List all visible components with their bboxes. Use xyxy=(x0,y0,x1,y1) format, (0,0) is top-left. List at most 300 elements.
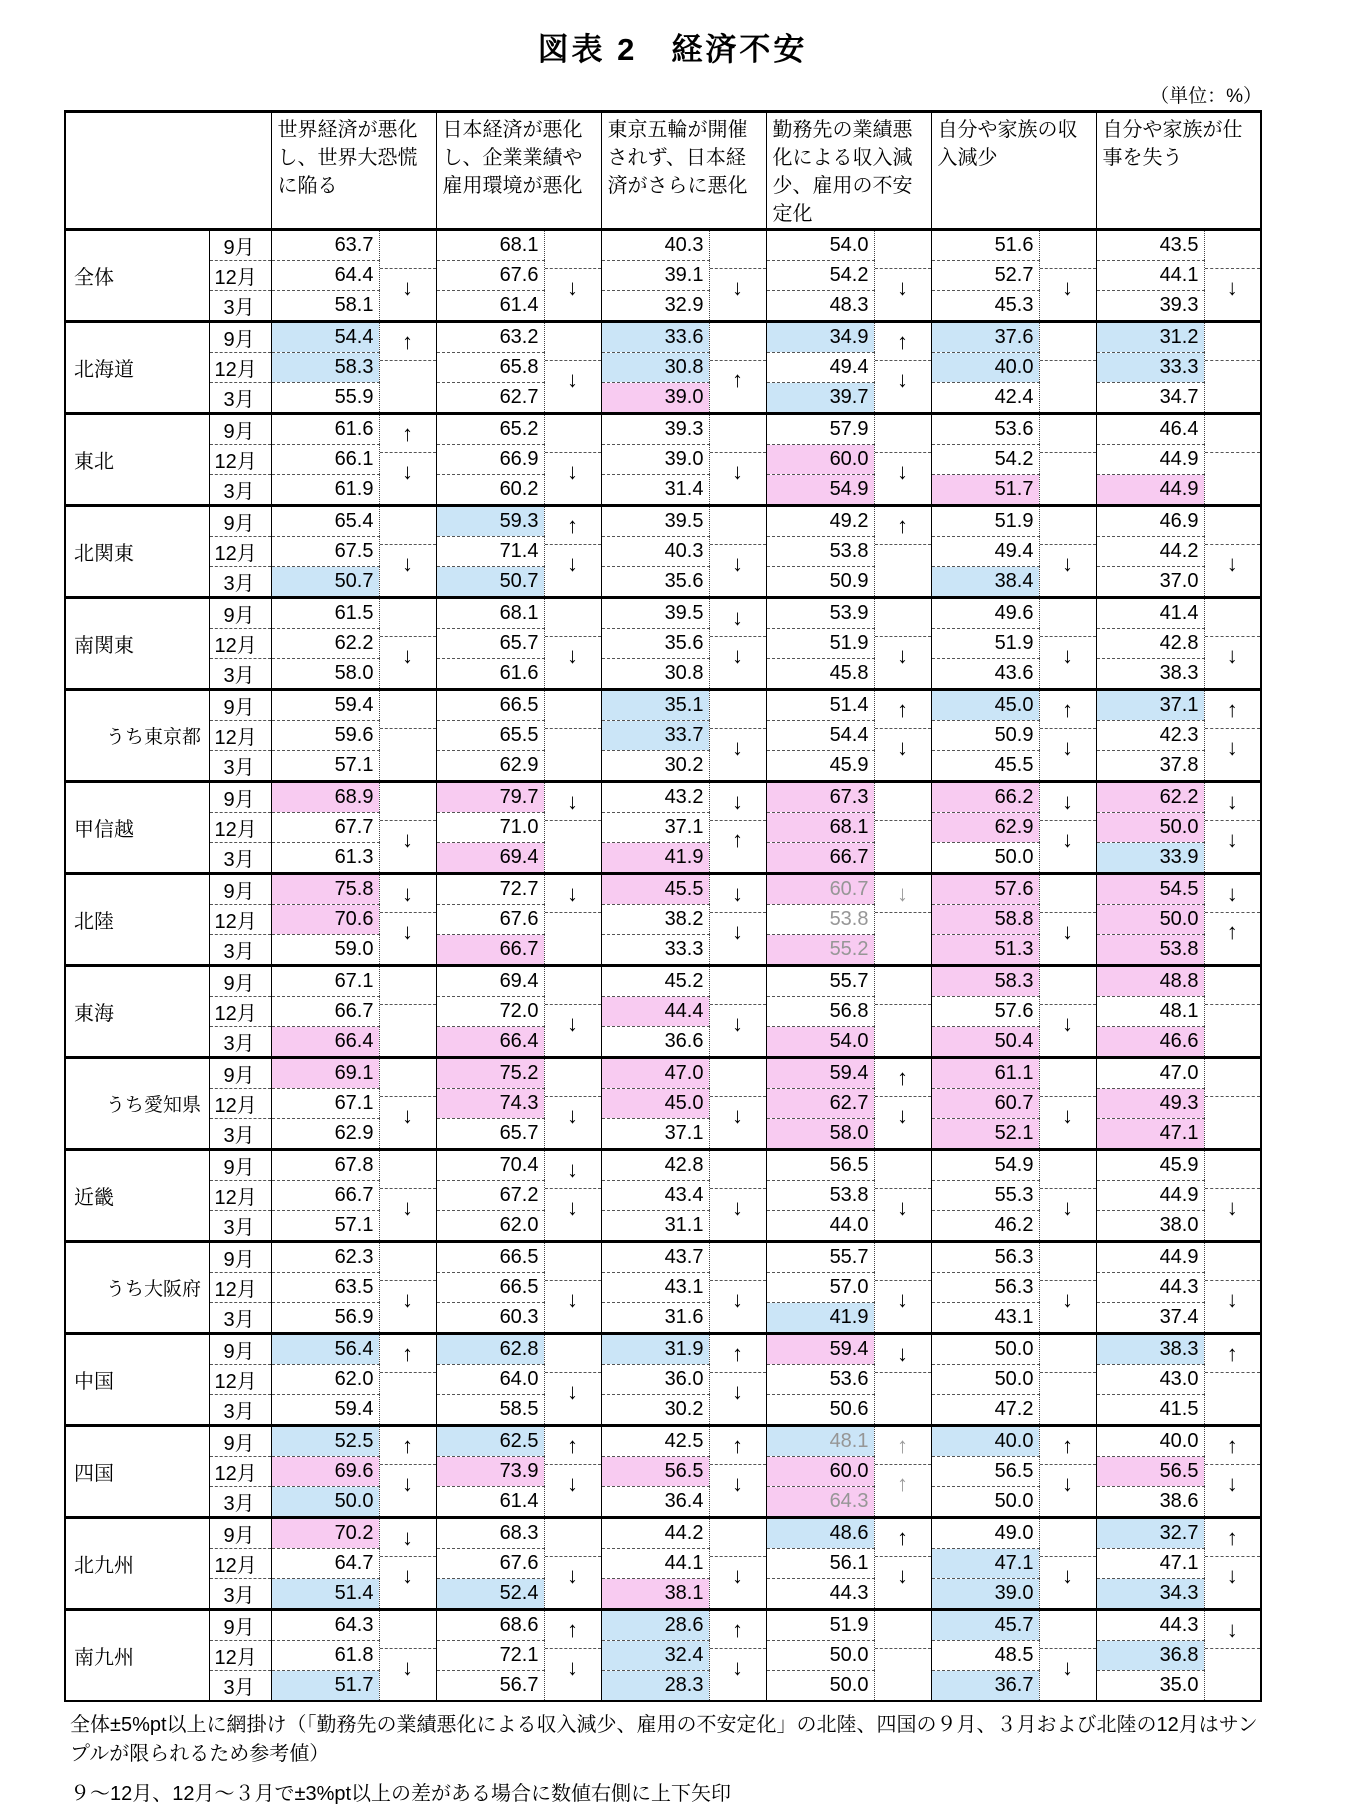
value-cell: 49.0 xyxy=(931,1518,1039,1549)
arrow-up-icon: ↑ xyxy=(1205,1335,1261,1373)
arrow-up-icon: ↑ xyxy=(1205,1519,1261,1557)
arrow-down-icon: ↓ xyxy=(380,875,436,913)
arrow-cell xyxy=(544,230,601,322)
arrow-cell xyxy=(709,1150,766,1242)
month-label: 12月 xyxy=(209,1089,271,1119)
arrow-slot-empty xyxy=(1205,1243,1261,1281)
month-label: 9月 xyxy=(209,230,271,261)
value-cell: 42.3 xyxy=(1096,721,1204,751)
table-row xyxy=(65,230,1261,261)
value-cell: 42.8 xyxy=(1096,629,1204,659)
table-row xyxy=(65,1242,1261,1273)
value-cell: 62.9 xyxy=(436,751,544,782)
arrow-cell xyxy=(1204,1150,1261,1242)
arrow-down-icon: ↓ xyxy=(732,459,743,484)
arrow-down-icon: ↓ xyxy=(1226,735,1238,760)
value-cell: 56.4 xyxy=(271,1334,379,1365)
region-label: 南関東 xyxy=(65,598,209,690)
arrow-cell xyxy=(1039,782,1096,874)
value-cell: 44.9 xyxy=(1096,1242,1204,1273)
value-cell: 40.3 xyxy=(601,230,709,261)
region-label: うち大阪府 xyxy=(65,1242,209,1334)
arrow-down-icon: ↓ xyxy=(897,643,908,668)
arrow-down-icon: ↓ xyxy=(545,875,601,913)
arrow-up-icon: ↑ xyxy=(875,323,931,361)
arrow-slot-empty xyxy=(875,821,931,859)
month-label: 3月 xyxy=(209,291,271,322)
arrow-down-icon: ↓ xyxy=(1205,783,1261,821)
month-label: 3月 xyxy=(209,659,271,690)
note-arrows: ９～12月、12月～３月で±3%pt以上の差がある場合に数値右側に上下矢印 xyxy=(70,1783,732,1805)
arrow-cell xyxy=(874,1058,931,1150)
arrow-down-icon: ↓ xyxy=(897,1195,908,1220)
arrow-down-icon: ↓ xyxy=(567,275,578,300)
arrow-down-icon: ↓ xyxy=(1226,1195,1238,1220)
value-cell: 44.9 xyxy=(1096,1181,1204,1211)
arrow-slot-empty xyxy=(1205,1151,1261,1189)
table-row xyxy=(65,966,1261,997)
arrow-cell xyxy=(709,230,766,322)
arrow-slot-empty xyxy=(875,545,931,583)
arrow-slot-empty xyxy=(1040,599,1096,637)
arrow-slot-empty xyxy=(1205,1373,1261,1411)
arrow-slot-empty xyxy=(545,691,601,729)
value-cell: 44.2 xyxy=(1096,537,1204,567)
value-cell: 67.2 xyxy=(436,1181,544,1211)
arrow-slot-empty xyxy=(545,231,601,269)
arrow-down-icon: ↓ xyxy=(567,1379,578,1404)
value-cell: 45.9 xyxy=(1096,1150,1204,1181)
arrow-cell xyxy=(379,1426,436,1518)
value-cell: 59.4 xyxy=(766,1334,874,1365)
value-cell: 39.0 xyxy=(601,445,709,475)
value-cell: 53.8 xyxy=(766,905,874,935)
arrow-up-icon: ↑ xyxy=(897,1471,908,1496)
region-label: 北海道 xyxy=(65,322,209,414)
value-cell: 50.0 xyxy=(931,1487,1039,1518)
value-cell: 40.0 xyxy=(931,353,1039,383)
value-cell: 59.0 xyxy=(271,935,379,966)
value-cell: 66.2 xyxy=(931,782,1039,813)
value-cell: 46.6 xyxy=(1096,1027,1204,1058)
month-label: 3月 xyxy=(209,1211,271,1242)
arrow-cell xyxy=(379,414,436,506)
value-cell: 54.0 xyxy=(766,230,874,261)
arrow-slot-empty xyxy=(380,783,436,821)
value-cell: 51.7 xyxy=(271,1671,379,1702)
arrow-slot-empty xyxy=(710,1519,766,1557)
arrow-slot-empty xyxy=(710,1151,766,1189)
value-cell: 43.7 xyxy=(601,1242,709,1273)
value-cell: 43.5 xyxy=(1096,230,1204,261)
arrow-slot-empty xyxy=(380,691,436,729)
value-cell: 37.1 xyxy=(1096,690,1204,721)
value-cell: 31.6 xyxy=(601,1303,709,1334)
value-cell: 69.4 xyxy=(436,966,544,997)
table-body xyxy=(65,230,1261,1702)
value-cell: 31.2 xyxy=(1096,322,1204,353)
arrow-slot-empty xyxy=(1205,1059,1261,1097)
column-header-employer-performance: 勤務先の業績悪化による収入減少、雇用の不安定化 xyxy=(766,112,931,230)
value-cell: 55.7 xyxy=(766,1242,874,1273)
value-cell: 41.4 xyxy=(1096,598,1204,629)
arrow-cell xyxy=(544,690,601,782)
value-cell: 70.4 xyxy=(436,1150,544,1181)
arrow-cell xyxy=(379,966,436,1058)
region-label: 東海 xyxy=(65,966,209,1058)
arrow-down-icon: ↓ xyxy=(402,551,413,576)
value-cell: 50.0 xyxy=(766,1641,874,1671)
value-cell: 62.7 xyxy=(436,383,544,414)
arrow-down-icon: ↓ xyxy=(875,1335,931,1373)
value-cell: 53.8 xyxy=(766,1181,874,1211)
arrow-cell xyxy=(1204,690,1261,782)
month-label: 3月 xyxy=(209,383,271,414)
arrow-up-icon: ↑ xyxy=(380,415,436,453)
arrow-cell xyxy=(544,598,601,690)
arrow-cell xyxy=(709,322,766,414)
arrow-cell xyxy=(379,1242,436,1334)
arrow-down-icon: ↓ xyxy=(1226,643,1238,668)
value-cell: 75.8 xyxy=(271,874,379,905)
value-cell: 37.6 xyxy=(931,322,1039,353)
page-title: 図表 2 経済不安 xyxy=(537,32,808,67)
unit-label: （単位：%） xyxy=(1150,86,1262,107)
arrow-slot-empty xyxy=(380,507,436,545)
arrow-cell xyxy=(1204,1426,1261,1518)
arrow-cell xyxy=(874,506,931,598)
region-label: うち愛知県 xyxy=(65,1058,209,1150)
arrow-down-icon: ↓ xyxy=(567,1011,578,1036)
month-label: 9月 xyxy=(209,1610,271,1641)
value-cell: 57.6 xyxy=(931,874,1039,905)
arrow-cell xyxy=(709,966,766,1058)
arrow-slot-empty xyxy=(1205,1005,1261,1043)
arrow-cell xyxy=(874,230,931,322)
value-cell: 58.5 xyxy=(436,1395,544,1426)
value-cell: 64.7 xyxy=(271,1549,379,1579)
value-cell: 66.9 xyxy=(436,445,544,475)
arrow-cell xyxy=(709,690,766,782)
arrow-slot-empty xyxy=(1040,1151,1096,1189)
value-cell: 68.1 xyxy=(436,598,544,629)
arrow-down-icon: ↓ xyxy=(567,1655,578,1680)
value-cell: 61.3 xyxy=(271,843,379,874)
arrow-slot-empty xyxy=(875,599,931,637)
value-cell: 47.1 xyxy=(1096,1119,1204,1150)
arrow-slot-empty xyxy=(545,1519,601,1557)
value-cell: 62.9 xyxy=(931,813,1039,843)
value-cell: 63.2 xyxy=(436,322,544,353)
month-label: 3月 xyxy=(209,935,271,966)
arrow-slot-empty xyxy=(545,729,601,767)
value-cell: 31.1 xyxy=(601,1211,709,1242)
value-cell: 36.6 xyxy=(601,1027,709,1058)
value-cell: 35.0 xyxy=(1096,1671,1204,1702)
arrow-cell xyxy=(1039,1610,1096,1702)
arrow-cell xyxy=(544,782,601,874)
value-cell: 59.4 xyxy=(766,1058,874,1089)
value-cell: 48.8 xyxy=(1096,966,1204,997)
arrow-cell xyxy=(709,1058,766,1150)
arrow-up-icon: ↑ xyxy=(710,1611,766,1649)
table-header xyxy=(65,112,1261,230)
arrow-down-icon: ↓ xyxy=(732,1563,743,1588)
value-cell: 68.3 xyxy=(436,1518,544,1549)
arrow-slot-empty xyxy=(710,507,766,545)
arrow-up-icon: ↑ xyxy=(545,1427,601,1465)
arrow-up-icon: ↑ xyxy=(1040,691,1096,729)
value-cell: 61.8 xyxy=(271,1641,379,1671)
arrow-cell xyxy=(709,1610,766,1702)
arrow-down-icon: ↓ xyxy=(1040,783,1096,821)
value-cell: 49.6 xyxy=(931,598,1039,629)
region-label: 近畿 xyxy=(65,1150,209,1242)
value-cell: 61.1 xyxy=(931,1058,1039,1089)
arrow-cell xyxy=(1039,506,1096,598)
table-row xyxy=(65,506,1261,537)
month-label: 9月 xyxy=(209,1518,271,1549)
value-cell: 59.6 xyxy=(271,721,379,751)
value-cell: 44.9 xyxy=(1096,445,1204,475)
table-row xyxy=(65,598,1261,629)
value-cell: 66.1 xyxy=(271,445,379,475)
value-cell: 45.8 xyxy=(766,659,874,690)
arrow-slot-empty xyxy=(875,913,931,951)
month-label: 9月 xyxy=(209,1058,271,1089)
table-row xyxy=(65,414,1261,445)
value-cell: 61.4 xyxy=(436,1487,544,1518)
region-label: 中国 xyxy=(65,1334,209,1426)
arrow-slot-empty xyxy=(875,1243,931,1281)
arrow-cell xyxy=(874,1150,931,1242)
table-row xyxy=(65,1426,1261,1457)
value-cell: 33.3 xyxy=(601,935,709,966)
arrow-up-icon: ↑ xyxy=(1205,691,1261,729)
value-cell: 37.0 xyxy=(1096,567,1204,598)
value-cell: 56.5 xyxy=(931,1457,1039,1487)
arrow-cell xyxy=(1204,1518,1261,1610)
arrow-cell xyxy=(544,1518,601,1610)
arrow-cell xyxy=(544,1242,601,1334)
value-cell: 62.7 xyxy=(766,1089,874,1119)
value-cell: 56.3 xyxy=(931,1242,1039,1273)
arrow-cell xyxy=(1039,1150,1096,1242)
value-cell: 35.6 xyxy=(601,629,709,659)
arrow-slot-empty xyxy=(1040,875,1096,913)
arrow-down-icon: ↓ xyxy=(567,459,578,484)
arrow-down-icon: ↓ xyxy=(710,875,766,913)
arrow-slot-empty xyxy=(1040,453,1096,491)
month-label: 3月 xyxy=(209,1579,271,1610)
value-cell: 32.7 xyxy=(1096,1518,1204,1549)
value-cell: 60.0 xyxy=(766,445,874,475)
arrow-slot-empty xyxy=(1205,599,1261,637)
value-cell: 53.6 xyxy=(931,414,1039,445)
arrow-slot-empty xyxy=(380,1005,436,1043)
value-cell: 65.7 xyxy=(436,1119,544,1150)
arrow-cell xyxy=(379,322,436,414)
value-cell: 30.8 xyxy=(601,353,709,383)
value-cell: 45.5 xyxy=(601,874,709,905)
arrow-up-icon: ↑ xyxy=(732,367,743,392)
value-cell: 49.2 xyxy=(766,506,874,537)
month-label: 12月 xyxy=(209,721,271,751)
arrow-down-icon: ↓ xyxy=(567,1287,578,1312)
value-cell: 67.3 xyxy=(766,782,874,813)
month-label: 9月 xyxy=(209,874,271,905)
value-cell: 44.9 xyxy=(1096,475,1204,506)
value-cell: 54.2 xyxy=(931,445,1039,475)
arrow-slot-empty xyxy=(380,599,436,637)
value-cell: 61.5 xyxy=(271,598,379,629)
arrow-cell xyxy=(1039,1058,1096,1150)
month-label: 3月 xyxy=(209,1303,271,1334)
value-cell: 64.3 xyxy=(271,1610,379,1641)
note-shading: 全体±5%pt以上に網掛け（「勤務先の業績悪化による収入減少、雇用の不安定化」の北陸、四国の９月、３月および北陸の12月はサンプルが限られるため参考値） xyxy=(70,1714,1258,1765)
arrow-cell xyxy=(1204,322,1261,414)
arrow-cell xyxy=(379,230,436,322)
value-cell: 54.4 xyxy=(766,721,874,751)
arrow-cell xyxy=(709,414,766,506)
table-row xyxy=(65,690,1261,721)
value-cell: 58.1 xyxy=(271,291,379,322)
value-cell: 44.2 xyxy=(601,1518,709,1549)
value-cell: 58.3 xyxy=(271,353,379,383)
arrow-down-icon: ↓ xyxy=(567,643,578,668)
month-label: 12月 xyxy=(209,1641,271,1671)
arrow-cell xyxy=(1039,1426,1096,1518)
arrow-down-icon: ↓ xyxy=(1062,551,1073,576)
arrow-cell xyxy=(1039,690,1096,782)
arrow-down-icon: ↓ xyxy=(1062,1655,1073,1680)
value-cell: 68.1 xyxy=(436,230,544,261)
value-cell: 75.2 xyxy=(436,1058,544,1089)
arrow-slot-empty xyxy=(1205,1649,1261,1687)
value-cell: 44.1 xyxy=(1096,261,1204,291)
arrow-cell xyxy=(379,782,436,874)
arrow-slot-empty xyxy=(875,231,931,269)
region-label: 甲信越 xyxy=(65,782,209,874)
arrow-down-icon: ↓ xyxy=(897,1563,908,1588)
arrow-down-icon: ↓ xyxy=(402,1195,413,1220)
arrow-cell xyxy=(379,598,436,690)
value-cell: 38.6 xyxy=(1096,1487,1204,1518)
value-cell: 68.6 xyxy=(436,1610,544,1641)
arrow-down-icon: ↓ xyxy=(732,919,743,944)
arrow-down-icon: ↓ xyxy=(732,1471,743,1496)
arrow-cell xyxy=(1204,1334,1261,1426)
arrow-down-icon: ↓ xyxy=(1062,919,1073,944)
arrow-slot-empty xyxy=(1040,1373,1096,1411)
arrow-cell xyxy=(544,1150,601,1242)
arrow-down-icon: ↓ xyxy=(732,1195,743,1220)
column-header-family-income: 自分や家族の収入減少 xyxy=(931,112,1096,230)
month-label: 3月 xyxy=(209,751,271,782)
value-cell: 51.4 xyxy=(766,690,874,721)
month-label: 12月 xyxy=(209,629,271,659)
arrow-cell xyxy=(1204,1610,1261,1702)
month-label: 3月 xyxy=(209,1487,271,1518)
arrow-down-icon: ↓ xyxy=(402,643,413,668)
region-label: 四国 xyxy=(65,1426,209,1518)
value-cell: 33.7 xyxy=(601,721,709,751)
value-cell: 66.7 xyxy=(766,843,874,874)
arrow-up-icon: ↑ xyxy=(732,827,743,852)
value-cell: 39.0 xyxy=(931,1579,1039,1610)
value-cell: 57.9 xyxy=(766,414,874,445)
arrow-cell xyxy=(709,1334,766,1426)
arrow-cell xyxy=(379,1058,436,1150)
value-cell: 44.0 xyxy=(766,1211,874,1242)
table-row xyxy=(65,322,1261,353)
arrow-down-icon: ↓ xyxy=(732,1655,743,1680)
arrow-cell xyxy=(544,1426,601,1518)
value-cell: 40.0 xyxy=(1096,1426,1204,1457)
arrow-down-icon: ↓ xyxy=(1062,827,1073,852)
arrow-cell xyxy=(874,1242,931,1334)
arrow-cell xyxy=(709,1518,766,1610)
value-cell: 69.4 xyxy=(436,843,544,874)
value-cell: 50.4 xyxy=(931,1027,1039,1058)
value-cell: 35.6 xyxy=(601,567,709,598)
month-label: 12月 xyxy=(209,445,271,475)
arrow-slot-empty xyxy=(710,1243,766,1281)
arrow-slot-empty xyxy=(710,231,766,269)
arrow-down-icon: ↓ xyxy=(545,783,601,821)
arrow-cell xyxy=(874,1426,931,1518)
table-row xyxy=(65,1334,1261,1365)
value-cell: 60.7 xyxy=(766,874,874,905)
month-label: 3月 xyxy=(209,1395,271,1426)
month-label: 12月 xyxy=(209,1273,271,1303)
arrow-down-icon: ↓ xyxy=(732,735,743,760)
month-label: 9月 xyxy=(209,598,271,629)
value-cell: 42.4 xyxy=(931,383,1039,414)
value-cell: 39.1 xyxy=(601,261,709,291)
arrow-cell xyxy=(379,1610,436,1702)
value-cell: 50.0 xyxy=(271,1487,379,1518)
value-cell: 51.9 xyxy=(931,506,1039,537)
value-cell: 34.9 xyxy=(766,322,874,353)
arrow-slot-empty xyxy=(1040,323,1096,361)
arrow-down-icon: ↓ xyxy=(1226,275,1238,300)
value-cell: 36.4 xyxy=(601,1487,709,1518)
arrow-down-icon: ↓ xyxy=(1205,1611,1261,1649)
value-cell: 41.9 xyxy=(601,843,709,874)
arrow-down-icon: ↓ xyxy=(897,1287,908,1312)
value-cell: 55.7 xyxy=(766,966,874,997)
arrow-slot-empty xyxy=(545,415,601,453)
value-cell: 50.0 xyxy=(1096,813,1204,843)
arrow-up-icon: ↑ xyxy=(1205,1427,1261,1465)
value-cell: 38.2 xyxy=(601,905,709,935)
arrow-down-icon: ↓ xyxy=(402,459,413,484)
value-cell: 38.0 xyxy=(1096,1211,1204,1242)
value-cell: 52.1 xyxy=(931,1119,1039,1150)
arrow-down-icon: ↓ xyxy=(402,1287,413,1312)
value-cell: 28.3 xyxy=(601,1671,709,1702)
value-cell: 49.4 xyxy=(931,537,1039,567)
arrow-cell xyxy=(544,1334,601,1426)
arrow-down-icon: ↓ xyxy=(545,1151,601,1189)
arrow-slot-empty xyxy=(380,1151,436,1189)
arrow-down-icon: ↓ xyxy=(897,459,908,484)
value-cell: 73.9 xyxy=(436,1457,544,1487)
arrow-slot-empty xyxy=(1205,967,1261,1005)
arrow-slot-empty xyxy=(875,783,931,821)
value-cell: 66.7 xyxy=(436,935,544,966)
